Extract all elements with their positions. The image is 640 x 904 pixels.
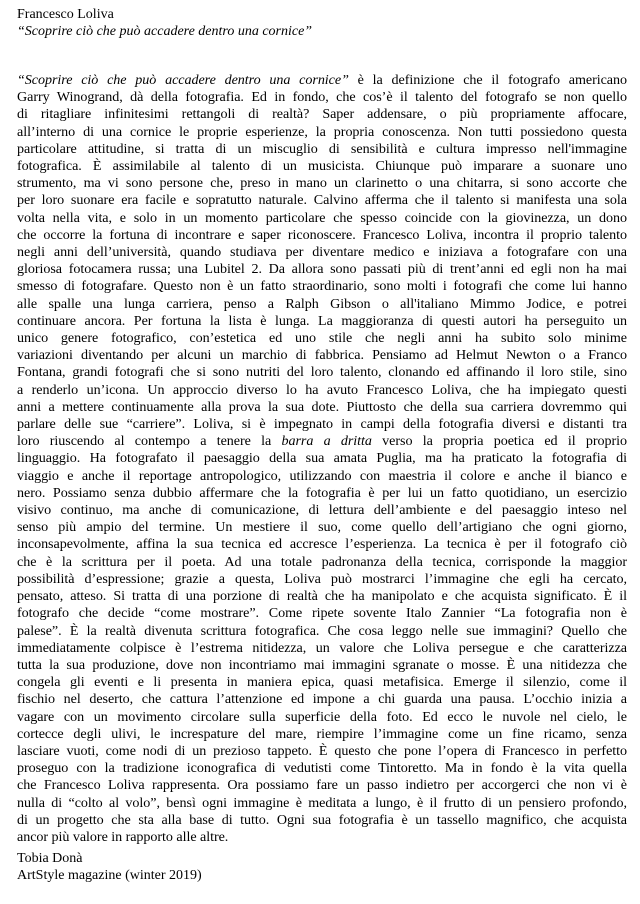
article-line (17, 691, 627, 708)
text-run: anni a mettere continuamente alla prova la sua dote. Piuttosto che della sua carriera dovremmo qui (17, 398, 627, 415)
text-run: variazioni diventando per alcuni un marchio di fabbrica. Pensiamo ad Helmut Newton o a Franco (17, 347, 627, 364)
text-run: particolare attitudine, si tratta di un miscuglio di sensibilità e cultura impresso nell'immagine (17, 140, 627, 157)
text-run: fischio nel deserto, che cattura l’attenzione ed impone a chi guarda una pausa. L’occhio inizia a (17, 691, 627, 708)
text-run: è la definizione che il fotografo americano (348, 72, 627, 88)
text-run: ancor più valore in rapporto alle altre. (17, 828, 229, 845)
text-run: senso più ampio del termine. Un mestiere il suo, come quello dell’artigiano che ogni giorno, (17, 519, 627, 536)
text-run: a renderlo un’icona. Un approccio diverso lo ha avuto Francesco Loliva, che ha impiegato questi (17, 381, 627, 398)
text-run: lasciare vuoti, come nodi di un prezioso tappeto. È questo che pone l’opera di Francesco in perfetto (17, 742, 627, 759)
document-header (17, 6, 312, 40)
article-line (17, 296, 627, 313)
text-run: tutta la sua produzione, dove non incontriamo mai immagini sgranate o mosse. È una nitidezza che (17, 656, 627, 673)
article-line (17, 175, 627, 192)
article-line (17, 726, 627, 743)
text-run: strumento, ma vi sono persone che, preso in mano un clarinetto o una chitarra, si sono accorte che (17, 175, 627, 192)
article-line (17, 674, 627, 691)
article-line (17, 330, 627, 347)
article-line (17, 760, 627, 777)
text-run: negli anni dell’università, quando studiava per diventare medico e iniziava a fotografare con una (17, 244, 627, 261)
text-run: immediatamente colpisce è l’estrema nitidezza, un valore che Loliva persegue e che caratterizza (17, 639, 627, 656)
article-line (17, 829, 627, 846)
text-run: possibilità d’espressione; grazie a questa, Loliva può mostrarci l’immagine che egli ha cercato, (17, 570, 627, 587)
article-line (17, 795, 627, 812)
text-run: nulla di “colto al volo”, bensì ogni immagine è meditata a lungo, è il frutto di un pensiero profondo, (17, 794, 627, 811)
article-line (17, 450, 627, 467)
article-line (17, 124, 627, 141)
article-line (17, 72, 627, 89)
article-body (17, 72, 627, 846)
text-run: congela gli eventi e li presenta in maniera epica, quasi metafisica. Emerge il silenzio, come il (17, 674, 627, 691)
text-run: viaggio e anche il reportage antropologico, utilizzando con maestria il colore e anche il bianco e (17, 467, 627, 484)
text-run: linguaggio. Ha fotografato il paesaggio della sua amata Puglia, ma ha praticato la fotografia di (17, 450, 627, 467)
text-run: di ritagliare infinitesimi rettangoli di realtà? Saper addensare, o più propriamente affocare, (17, 106, 627, 123)
article-line (17, 399, 627, 416)
article-line (17, 777, 627, 794)
article-line (17, 244, 627, 261)
text-run: fotografica. È assimilabile al talento di un musicista. Chiunque può imparare a suonare uno (17, 158, 627, 175)
article-line (17, 313, 627, 330)
article-line (17, 468, 627, 485)
text-run: volta nella vita, e solo in un momento particolare che spesso coincide con la giovinezza, un dono (17, 209, 627, 226)
article-line (17, 210, 627, 227)
text-run: alle spalle una lunga carriera, penso a Ralph Gibson o all'italiano Mimmo Jodice, e potrei (17, 295, 627, 312)
article-line (17, 554, 627, 571)
text-run: visivo continuo, ma anche di comunicazione, di lettura dell’ambiente e del paesaggio inteso nel (17, 502, 627, 519)
text-run: gloriosa fotocamera russa; una Lubitel 2. Da allora sono passati più di trent’anni ed egli non ha mai (17, 261, 627, 278)
text-run: Fontana, grandi fotografi che si sono nutriti del loro talento, clonando ed affinando il loro stile, sino (17, 364, 627, 381)
text-run: nero. Possiamo senza dubbio affermare che la fotografia è per lui un fatto quotidiano, un esercizio (17, 484, 627, 501)
article-line (17, 347, 627, 364)
italic-phrase: “Scoprire ciò che può accadere dentro una cornice” (17, 72, 349, 88)
text-run: all’interno di una cornice le proprie esperienze, la propria conoscenza. Non tutti possiedono questa (17, 123, 627, 140)
text-run: cortecce degli ulivi, le increspature del mare, riempire l’immagine come un fine ricamo, senza (17, 725, 627, 742)
text-run: smesso di fotografare. Questo non è un fatto straordinario, sono molti i fotografi che come lui hanno (17, 278, 627, 295)
text-run: vagare con un movimento circolare sulla superficie della foto. Ed ecco le nuvole nel cielo, le (17, 708, 627, 725)
text-run: unico genere fotografico, con’estetica ed uno stile che negli anni ha subito solo minime (17, 330, 627, 347)
article-line (17, 364, 627, 381)
text-run: che è la scrittura per il poeta. Ad una totale padronanza della tecnica, corrisponde la maggior (17, 553, 627, 570)
text-run: proseguo con la tradizione iconografica di vedutisti come Tintoretto. Ma in fondo è la vita quella (17, 760, 627, 777)
article-line (17, 278, 627, 295)
header-author: Francesco Loliva (17, 7, 114, 22)
article-line (17, 743, 627, 760)
footer-author: Tobia Donà (17, 851, 83, 866)
article-line (17, 536, 627, 553)
text-run: inconsapevolmente, affina la sua tecnica ed accresce l’esperienza. La tecnica è per il fotografo ciò (17, 536, 627, 553)
text-run: per loro suonare era facile e sopratutto naturale. Calvino afferma che il talento si manifesta una sola (17, 192, 627, 209)
article-line (17, 382, 627, 399)
text-run: verso la propria poetica ed il proprio (371, 433, 627, 450)
article-line (17, 657, 627, 674)
text-run: fotografo che decide “come mostrare”. Come ripete sovente Italo Zannier “La fotografia non è (17, 605, 627, 622)
article-line (17, 89, 627, 106)
article-line (17, 502, 627, 519)
article-line (17, 623, 627, 640)
footer-source: ArtStyle magazine (winter 2019) (17, 868, 202, 883)
text-run: loro riuscendo al contempo a tenere la (17, 433, 282, 450)
header-subtitle: “Scoprire ciò che può accadere dentro una cornice” (17, 24, 313, 39)
article-line (17, 571, 627, 588)
article-line (17, 588, 627, 605)
article-line (17, 141, 627, 158)
article-line (17, 192, 627, 209)
text-run: continuare ancora. Per fortuna la lista è lunga. La maggioranza di questi autori ha perseguito un (17, 312, 627, 329)
text-run: di un progetto che sta alla base di tutto. Ogni sua fotografia è un tassello magnifico, che acquista (17, 811, 627, 828)
article-line (17, 605, 627, 622)
article-line (17, 433, 627, 450)
text-run: pensato, atteso. Si tratta di una porzione di realtà che ha manipolato e che acquista significato. È il (17, 588, 627, 605)
article-line (17, 519, 627, 536)
text-run: Garry Winogrand, dà della fotografia. Ed in fondo, che cos’è il talento del fotografo se non quello (17, 89, 627, 106)
article-line (17, 485, 627, 502)
article-line (17, 261, 627, 278)
text-run: che occorre la fortuna di incontrare e saper riconoscere. Francesco Loliva, incontra il proprio talento (17, 226, 627, 243)
article-line (17, 106, 627, 123)
article-line (17, 416, 627, 433)
document-footer (17, 850, 202, 884)
article-line (17, 812, 627, 829)
text-run: palese”. È la realtà divenuta scrittura fotografica. Che cosa leggo nelle sue immagini? Quello che (17, 622, 627, 639)
italic-phrase: barra a dritta (281, 433, 372, 450)
article-line (17, 709, 627, 726)
article-line (17, 158, 627, 175)
article-line (17, 640, 627, 657)
text-run: che Francesco Loliva rappresenta. Ora possiamo fare un passo indietro per accorgerci che non vi è (17, 777, 627, 794)
article-line (17, 227, 627, 244)
text-run: parlare delle sue “carriere”. Loliva, si è impegnato in campi della fotografia diversi e distanti tra (17, 416, 627, 433)
